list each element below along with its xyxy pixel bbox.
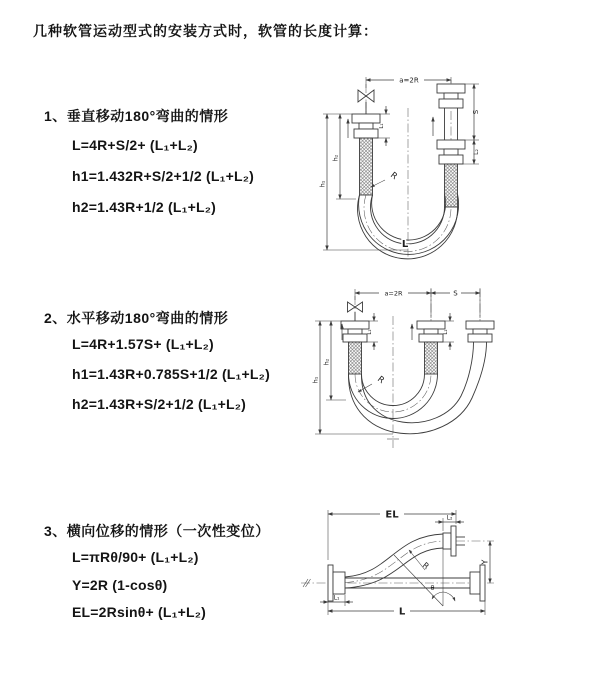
braided-hose-middle <box>425 342 438 374</box>
middle-pipe-assembly <box>417 321 445 374</box>
diagram-vertical-180-bend <box>298 66 598 261</box>
dim-label-fitting-mid: L₁ <box>443 329 449 335</box>
dim-stroke <box>459 84 480 164</box>
section-3-heading: 3、横向位移的情形（一次性变位） <box>44 523 270 539</box>
radius-label: R <box>388 170 399 183</box>
dim-label-fitting-left: L₁ <box>379 123 385 129</box>
dim-fitting-left <box>320 595 353 607</box>
formula-EL: EL=2Rsinθ+ (L₁+L₂) <box>72 604 207 620</box>
dim-label-h2: h₂ <box>322 358 331 366</box>
diagram-horizontal-180-bend <box>298 278 598 460</box>
dim-label-span: a=2R <box>384 289 403 298</box>
left-pipe-assembly <box>341 302 369 374</box>
formula-h1: h1=1.432R+S/2+1/2 (L₁+L₂) <box>72 168 254 184</box>
section-1-heading: 1、垂直移动180°弯曲的情形 <box>44 108 229 124</box>
diagram-lateral-displacement <box>298 498 598 673</box>
dim-label-fitting-left: L₁ <box>333 594 340 602</box>
dim-label-stroke: S <box>472 109 480 115</box>
dim-length <box>328 601 485 618</box>
right-pipe-assembly <box>437 84 465 207</box>
formula-L: L=πRθ/90+ (L₁+L₂) <box>72 549 199 565</box>
dim-label-h1: h₁ <box>311 376 320 384</box>
formula-L: L=4R+1.57S+ (L₁+L₂) <box>72 336 214 352</box>
radius-construction <box>394 549 455 606</box>
dim-label-fitting-right: L₂ <box>446 514 453 522</box>
dim-label-h1: h₁ <box>318 180 327 188</box>
right-pipe-assembly <box>466 321 494 342</box>
braided-hose-left <box>349 342 362 374</box>
dim-label-el: EL <box>385 509 399 521</box>
dim-label-length: L <box>398 606 406 618</box>
left-pipe-assembly <box>352 90 380 195</box>
right-flange <box>470 565 485 601</box>
dim-label-h2: h₂ <box>331 154 340 162</box>
length-label: L <box>401 239 409 250</box>
formula-h2: h2=1.43R+1/2 (L₁+L₂) <box>72 199 217 215</box>
dim-label-fitting-right: L₂ <box>473 149 480 155</box>
dim-fitting-right <box>435 515 464 532</box>
braided-hose-right <box>445 164 458 207</box>
formula-Y: Y=2R (1-cosθ) <box>72 577 168 593</box>
dim-label-offset: Y <box>480 559 490 565</box>
radius-leader <box>371 170 399 187</box>
formula-L: L=4R+S/2+ (L₁+L₂) <box>72 137 198 153</box>
angle-label: θ <box>430 584 435 592</box>
formula-h2: h2=1.43R+S/2+1/2 (L₁+L₂) <box>72 396 247 412</box>
dim-fitting-left <box>375 106 390 146</box>
dim-label-fitting-left: L₁ <box>367 329 373 335</box>
dim-fitting-mid <box>440 313 454 350</box>
section-2-heading: 2、水平移动180°弯曲的情形 <box>44 310 229 326</box>
valve-icon <box>358 90 366 102</box>
dim-label-span: a=2R <box>399 76 419 85</box>
radius-label: R <box>420 560 431 572</box>
dim-label-stroke: S <box>453 289 458 298</box>
dim-fitting-left <box>364 313 378 350</box>
braided-hose-left <box>360 138 373 195</box>
valve-icon <box>348 302 356 312</box>
formula-h1: h1=1.43R+0.785S+1/2 (L₁+L₂) <box>72 366 270 382</box>
hose-curves <box>348 342 486 434</box>
radius-label: R <box>375 374 386 387</box>
page-title: 几种软管运动型式的安装方式时，软管的长度计算： <box>33 23 378 39</box>
